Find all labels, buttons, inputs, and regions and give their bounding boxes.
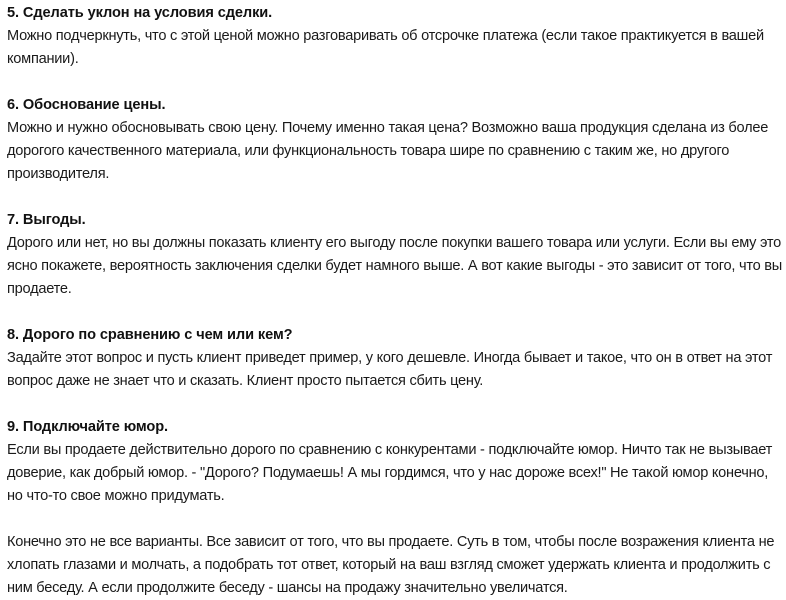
section-text: Можно подчеркнуть, что с этой ценой можно разговаривать об отсрочке платежа (если такое практикуется в вашей компании).	[7, 28, 764, 67]
section-5	[7, 2, 782, 71]
section-heading: 6. Обоснование цены.	[7, 97, 166, 113]
section-text: Если вы продаете действительно дорого по сравнению с конкурентами - подключайте юмор. Ничто так не вызывает доверие, как добрый юмор. - "Дорого? Подумаешь! А мы гордимся, что у нас дороже всех!" Не такой юмор конечно, но что-то свое можно придумать.	[7, 442, 773, 504]
section-7	[7, 209, 782, 301]
section-text: Дорого или нет, но вы должны показать клиенту его выгоду после покупки вашего товара или услуги. Если вы ему это ясно покажете, вероятность заключения сделки будет намного выше. А вот какие выгоды - это зависит от того, что вы продаете.	[7, 235, 783, 297]
section-9	[7, 416, 782, 508]
section-text: Задайте этот вопрос и пусть клиент приведет пример, у кого дешевле. Иногда бывает и такое, что он в ответ на этот вопрос даже не знает что и сказать. Клиент просто пытается сбить цену.	[7, 350, 773, 389]
section-heading: 8. Дорого по сравнению с чем или кем?	[7, 327, 293, 343]
closing-paragraph: Конечно это не все варианты. Все зависит от того, что вы продаете. Суть в том, чтобы после возражения клиента не хлопать глазами и молчать, а подобрать тот ответ, который на ваш взгляд сможет удержать клиента и продолжить с ним беседу. А если продолжите беседу - шансы на продажу значительно увеличатся.	[7, 534, 775, 596]
section-6	[7, 94, 782, 186]
section-text: Можно и нужно обосновывать свою цену. Почему именно такая цена? Возможно ваша продукция сделана из более дорогого качественного материала, или функциональность товара шире по сравнению с таким же, но другого производителя.	[7, 120, 769, 182]
section-8	[7, 324, 782, 393]
section-heading: 5. Сделать уклон на условия сделки.	[7, 5, 273, 21]
section-heading: 9. Подключайте юмор.	[7, 419, 168, 435]
section-heading: 7. Выгоды.	[7, 212, 86, 228]
